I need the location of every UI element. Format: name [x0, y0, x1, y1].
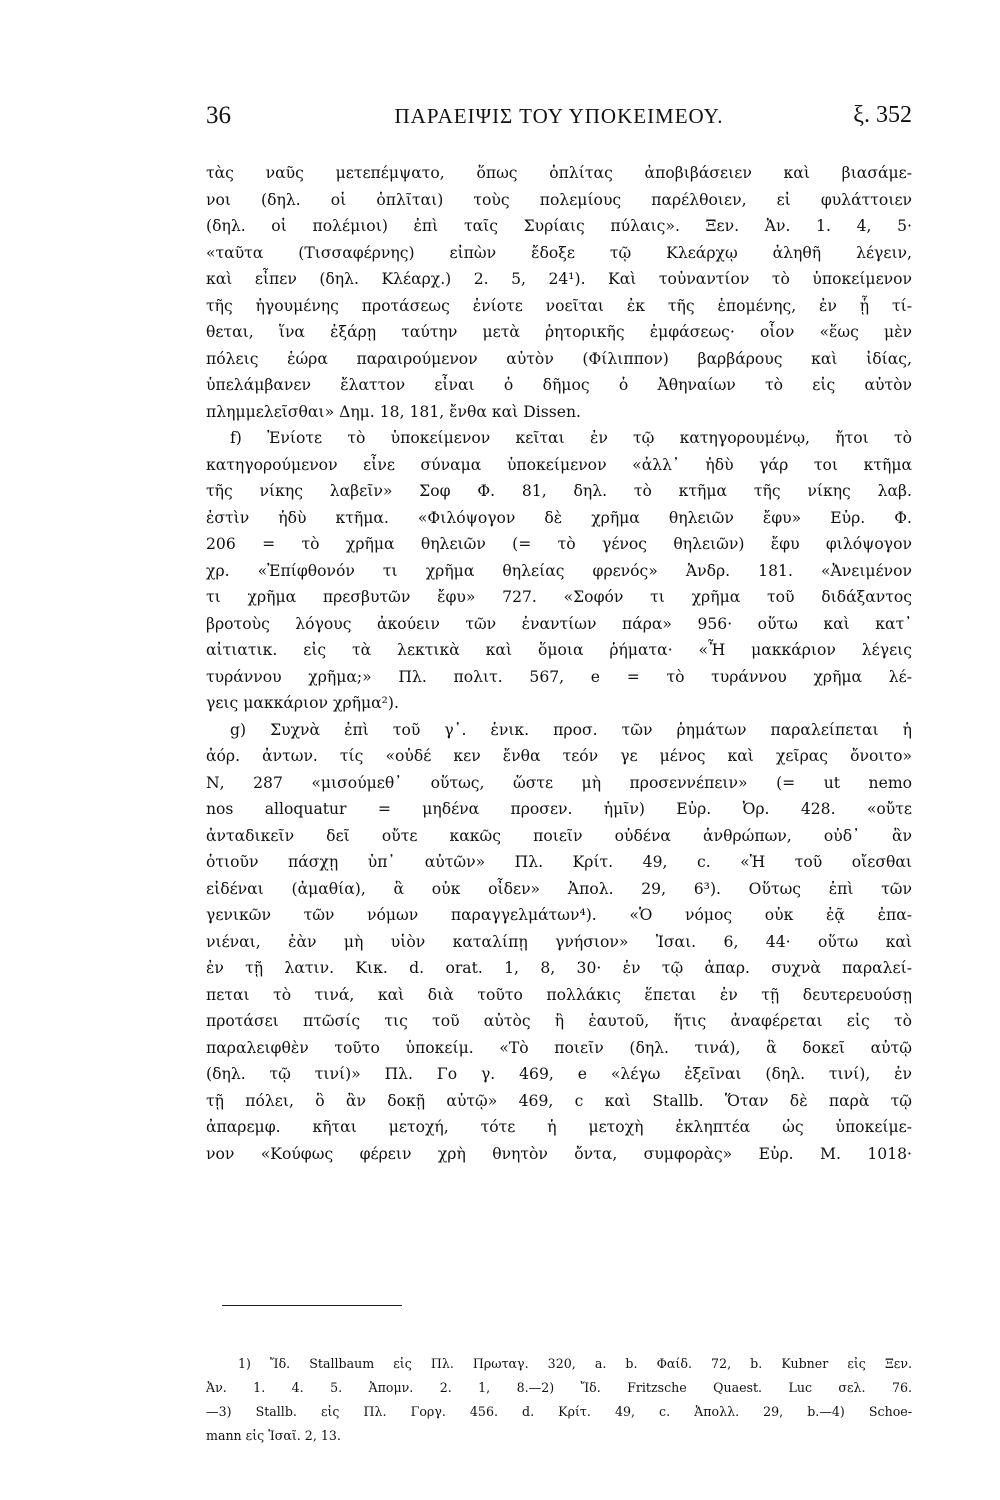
text-line: κατηγορούμενον εἶνε σύναμα ὑποκείμενον «ἀλλ᾽ ἡδὺ γάρ τοι κτῆμα: [206, 455, 912, 474]
text-line: «ταῦτα (Τισσαφέρνης) εἰπὼν ἔδοξε τῷ Κλεάρχῳ ἀληθῆ λέγειν,: [206, 243, 912, 262]
text-line: Ν, 287 «μισούμεθ᾽ οὕτως, ὥστε μὴ προσεννέπειν» (= ut nemo: [206, 773, 912, 792]
text-line: nos alloquatur = μηδένα προσεν. ἡμῖν) Εὐρ. Ὀρ. 428. «οὔτε: [206, 800, 912, 818]
footnote-line: —3) Stallb. εἰς Πλ. Γοργ. 456. d. Κρίτ. 49, c. Ἀπολλ. 29, b.—4) Schoe-: [206, 1404, 912, 1419]
text-line: γενικῶν τῶν νόμων παραγγελμάτων⁴). «Ὁ νόμος οὐκ ἐᾷ ἐπα-: [206, 906, 912, 924]
text-line: ἀπαρεμφ. κῆται μετοχή, τότε ἡ μετοχὴ ἐκληπτέα ὡς ὑποκείμε-: [206, 1118, 912, 1136]
text-line: γεις μακκάριον χρῆμα²).: [206, 694, 399, 712]
text-line: ἐστὶν ἡδὺ κτῆμα. «Φιλόψογον δὲ χρῆμα θηλειῶν ἔφυ» Εὐρ. Φ.: [206, 508, 912, 527]
text-line: (δηλ. οἱ πολέμιοι) ἐπὶ ταῖς Συρίαις πύλαις». Ξεν. Ἀν. 1. 4, 5·: [206, 217, 912, 235]
text-line: νιέναι, ἐὰν μὴ υἱὸν καταλίπῃ γνήσιον» Ἰσαι. 6, 44· οὕτω καὶ: [206, 932, 912, 951]
running-title: ΠΑΡΑΕΙΨΙΣ ΤΟΥ ΥΠΟΚΕΙΜΕΟΥ.: [394, 104, 724, 128]
footnotes: [206, 1352, 912, 1448]
text-line: αἰτιατικ. εἰς τὰ λεκτικὰ καὶ ὅμοια ῥήματα· «Ἦ μακκάριον λέγεις: [206, 641, 912, 659]
section-number: ξ. 352: [853, 102, 912, 128]
text-line: τὰς ναῦς μετεπέμψατο, ὅπως ὁπλίτας ἀποβιβάσειεν καὶ βιασάμε-: [206, 164, 912, 182]
text-line: παραλειφθὲν τοῦτο ὑποκείμ. «Τὸ ποιεῖν (δηλ. τινά), ἃ δοκεῖ αὐτῷ: [206, 1038, 912, 1057]
text-line: νοι (δηλ. οἱ ὁπλῖται) τοὺς πολεμίους παρέλθοιεν, εἰ φυλάττοιεν: [206, 190, 912, 209]
text-line: τῆς νίκης λαβεῖν» Σοφ Φ. 81, δηλ. τὸ κτῆμα τῆς νίκης λαβ.: [206, 482, 912, 500]
footnote-line: mann εἰς Ἰσαῖ. 2, 13.: [206, 1428, 341, 1443]
text-line: πεται τὸ τινά, καὶ διὰ τοῦτο πολλάκις ἕπεται ἐν τῇ δευτερευούσῃ: [206, 985, 912, 1004]
main-text: [206, 160, 912, 1167]
text-line: ἀνταδικεῖν δεῖ οὔτε κακῶς ποιεῖν οὐδένα ἀνθρώπων, οὐδ᾽ ἂν: [206, 826, 912, 845]
text-line: τυράννου χρῆμα;» Πλ. πολιτ. 567, e = τὸ τυράννου χρῆμα λέ-: [206, 667, 912, 686]
text-line: νον «Κούφως φέρειν χρὴ θνητὸν ὄντα, συμφορὰς» Εὐρ. Μ. 1018·: [206, 1144, 912, 1163]
text-line: τῆς ἡγουμένης προτάσεως ἐνίοτε νοεῖται ἐκ τῆς ἑπομένης, ἐν ᾗ τί-: [206, 296, 912, 315]
text-line: θεται, ἵνα ἐξάρῃ ταύτην μετὰ ῥητορικῆς ἐμφάσεως· οἷον «ἕως μὲν: [206, 323, 912, 341]
footnote-divider: [222, 1305, 402, 1306]
text-line: εἰδέναι (ἀμαθία), ἃ οὐκ οἶδεν» Ἀπολ. 29, 6³). Οὕτως ἐπὶ τῶν: [206, 879, 912, 898]
text-line: προτάσει πτῶσίς τις τοῦ αὐτὸς ἢ ἑαυτοῦ, ἥτις ἀναφέρεται εἰς τὸ: [206, 1012, 912, 1030]
text-line: πλημμελεῖσθαι» Δημ. 18, 181, ἔνθα καὶ Dissen.: [206, 402, 581, 421]
text-line: τι χρῆμα πρεσβυτῶν ἔφυ» 727. «Σοφόν τι χρῆμα τοῦ διδάξαντος: [206, 588, 912, 606]
text-line: ἐν τῇ λατιν. Κικ. d. orat. 1, 8, 30· ἐν τῷ ἀπαρ. συχνὰ παραλεί-: [206, 959, 912, 977]
text-line: χρ. «Ἐπίφθονόν τι χρῆμα θηλείας φρενός» Ἀνδρ. 181. «Ἀνειμένον: [206, 561, 912, 580]
text-line: καὶ εἶπεν (δηλ. Κλέαρχ.) 2. 5, 24¹). Καὶ τοὐναντίον τὸ ὑποκείμενον: [206, 270, 912, 288]
text-line: πόλεις ἑώρα παραιρούμενον αὐτὸν (Φίλιππον) βαρβάρους καὶ ἰδίας,: [206, 349, 912, 368]
page-number: 36: [206, 102, 231, 129]
text-line: (δηλ. τῷ τινί)» Πλ. Γο γ. 469, e «λέγω ἐξεῖναι (δηλ. τινί), ἐν: [206, 1065, 912, 1083]
text-line: ἀόρ. ἀντων. τίς «οὐδέ κεν ἔνθα τεόν γε μένος καὶ χεῖρας ὄνοιτο»: [206, 747, 912, 765]
text-line: βροτοὺς λόγους ἀκούειν τῶν ἐναντίων πάρα» 956· οὕτω καὶ κατ᾽: [206, 614, 912, 633]
text-line: f) Ἐνίοτε τὸ ὑποκείμενον κεῖται ἐν τῷ κατηγορουμένῳ, ἤτοι τὸ: [230, 429, 912, 447]
footnote-line: 1) Ἴδ. Stallbaum εἰς Πλ. Πρωταγ. 320, a. b. Φαίδ. 72, b. Kubner εἰς Ξεν.: [238, 1356, 912, 1371]
running-header: [206, 102, 912, 138]
text-line: ὁτιοῦν πάσχῃ ὑπ᾽ αὐτῶν» Πλ. Κρίτ. 49, c. «Ἡ τοῦ οἴεσθαι: [206, 853, 912, 871]
text-line: g) Συχνὰ ἐπὶ τοῦ γ᾽. ἑνικ. προσ. τῶν ῥημάτων παραλείπεται ἡ: [230, 720, 912, 739]
text-line: τῇ πόλει, ὃ ἂν δοκῇ αὐτῷ» 469, c καὶ Stallb. Ὅταν δὲ παρὰ τῷ: [206, 1091, 912, 1110]
text-line: 206 = τὸ χρῆμα θηλειῶν (= τὸ γένος θηλειῶν) ἔφυ φιλόψογον: [206, 535, 912, 553]
text-line: ὑπελάμβανεν ἔλαττον εἶναι ὁ δῆμος ὁ Ἀθηναίων τὸ εἰς αὐτὸν: [206, 376, 912, 394]
footnote-line: Ἀν. 1. 4. 5. Ἀπομν. 2. 1, 8.—2) Ἴδ. Fritzsche Quaest. Luc σελ. 76.: [206, 1380, 912, 1395]
